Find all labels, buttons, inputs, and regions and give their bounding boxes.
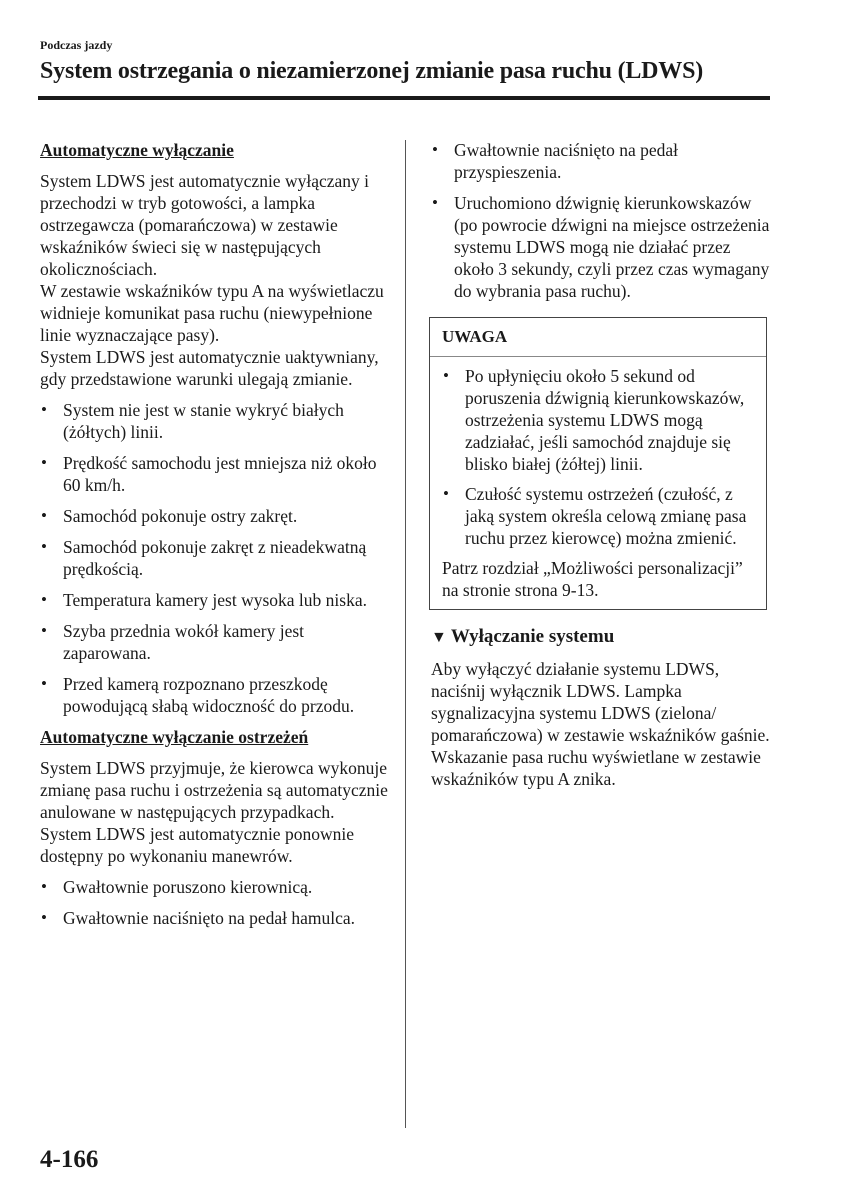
auto-off-text bbox=[40, 170, 390, 390]
paragraph: System LDWS jest automatycznie ponownie dostępny po wykonaniu manewrów. bbox=[40, 824, 354, 866]
note-heading: UWAGA bbox=[430, 318, 766, 357]
right-column bbox=[431, 139, 771, 790]
list-item: • Temperatura kamery jest wysoka lub niska. bbox=[40, 589, 390, 611]
list-item: • Szyba przednia wokół kamery jest zaparowana. bbox=[40, 620, 390, 664]
continued-list bbox=[431, 139, 771, 302]
disable-text bbox=[431, 658, 771, 790]
paragraph: System LDWS jest automatycznie wyłączany i przechodzi w tryb gotowości, a lampka ostrzegawcza (pomarańczowa) w zestawie wskaźników świeci się w następujących okolicznościach. bbox=[40, 171, 370, 279]
paragraph: System LDWS przyjmuje, że kierowca wykonuje zmianę pasa ruchu i ostrzeżenia są automatycznie anulowane w następujących przypadkach. bbox=[40, 758, 388, 822]
list-item: • Gwałtownie naciśnięto na pedał hamulca. bbox=[40, 907, 390, 929]
warn-off-text bbox=[40, 757, 390, 867]
page-title: System ostrzegania o niezamierzonej zmianie pasa ruchu (LDWS) bbox=[40, 58, 704, 84]
paragraph: W zestawie wskaźników typu A na wyświetlaczu widnieje komunikat pasa ruchu (niewypełnione linie wyznaczające pasy). bbox=[40, 281, 384, 345]
column-divider bbox=[405, 140, 406, 1128]
disable-heading-text: Wyłączanie systemu bbox=[450, 626, 615, 647]
list-item: • Samochód pokonuje zakręt z nieadekwatną prędkością. bbox=[40, 536, 390, 580]
list-item: • Gwałtownie naciśnięto na pedał przyspieszenia. bbox=[431, 139, 771, 183]
list-item: • Czułość systemu ostrzeżeń (czułość, z jaką system określa celową zmianę pasa ruchu przez kierowcę) można zmienić. bbox=[442, 483, 754, 549]
list-item: • Gwałtownie poruszono kierownicą. bbox=[40, 876, 390, 898]
triangle-down-icon: ▼ bbox=[431, 629, 447, 646]
section-label: Podczas jazdy bbox=[40, 38, 113, 52]
paragraph: Aby wyłączyć działanie systemu LDWS, naciśnij wyłącznik LDWS. Lampka sygnalizacyjna systemu LDWS (zielona/ pomarańczowa) w zestawie wskaźników gaśnie. bbox=[431, 659, 770, 745]
list-item: • Uruchomiono dźwignię kierunkowskazów (po powrocie dźwigni na miejsce ostrzeżenia systemu LDWS mogą nie działać przez około 3 sekundy, czyli przez czas wymagany do wybrania pasa ruchu). bbox=[431, 192, 771, 302]
warn-off-heading: Automatyczne wyłączanie ostrzeżeń bbox=[40, 727, 309, 747]
page-number: 4-166 bbox=[40, 1146, 99, 1173]
auto-off-heading: Automatyczne wyłączanie bbox=[40, 140, 234, 160]
list-item: • Przed kamerą rozpoznano przeszkodę powodującą słabą widoczność do przodu. bbox=[40, 673, 390, 717]
warn-off-list bbox=[40, 876, 390, 929]
left-column bbox=[40, 139, 390, 938]
list-item: • Po upłynięciu około 5 sekund od poruszenia dźwignią kierunkowskazów, ostrzeżenia systemu LDWS mogą zadziałać, jeśli samochód znajduje się blisko białej (żółtej) linii. bbox=[442, 365, 754, 475]
note-box bbox=[429, 317, 767, 610]
list-item: • Samochód pokonuje ostry zakręt. bbox=[40, 505, 390, 527]
title-rule bbox=[38, 96, 770, 100]
auto-off-list bbox=[40, 399, 390, 717]
disable-heading bbox=[431, 626, 771, 649]
list-item: • System nie jest w stanie wykryć białych (żółtych) linii. bbox=[40, 399, 390, 443]
note-body bbox=[430, 357, 766, 609]
list-item: • Prędkość samochodu jest mniejsza niż około 60 km/h. bbox=[40, 452, 390, 496]
note-reference: Patrz rozdział „Możliwości personalizacji” na stronie strona 9-13. bbox=[442, 558, 743, 600]
paragraph: System LDWS jest automatycznie uaktywniany, gdy przedstawione warunki ulegają zmianie. bbox=[40, 347, 379, 389]
note-list bbox=[442, 365, 754, 549]
paragraph: Wskazanie pasa ruchu wyświetlane w zestawie wskaźników typu A znika. bbox=[431, 747, 761, 789]
